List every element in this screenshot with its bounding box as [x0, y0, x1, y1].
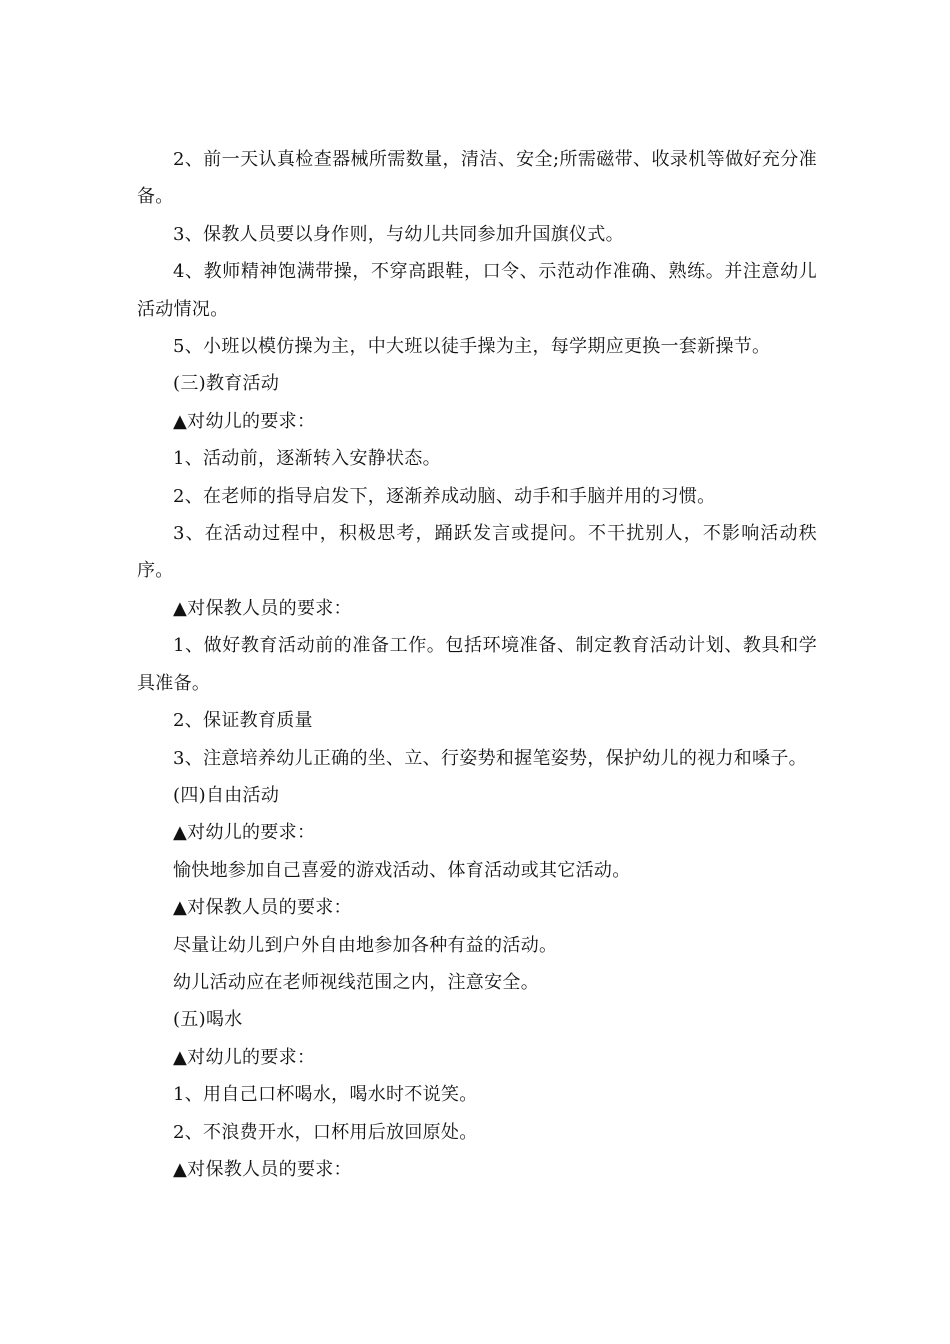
requirement-heading: ▲对幼儿的要求： — [173, 410, 316, 432]
requirement-heading: ▲对幼儿的要求： — [173, 822, 316, 844]
paragraph: 2、前一天认真检查器械所需数量，清洁、安全;所需磁带、收录机等做好充分准备。 — [137, 149, 817, 208]
requirement-heading: ▲对保教人员的要求： — [173, 597, 352, 619]
paragraph: 3、保教人员要以身作则，与幼儿共同参加升国旗仪式。 — [173, 223, 624, 245]
paragraph: 4、教师精神饱满带操，不穿高跟鞋，口令、示范动作准确、熟练。并注意幼儿活动情况。 — [137, 261, 817, 320]
paragraph: 1、做好教育活动前的准备工作。包括环境准备、制定教育活动计划、教具和学具准备。 — [137, 635, 817, 694]
requirement-heading: ▲对保教人员的要求： — [173, 1158, 352, 1180]
paragraph: 2、不浪费开水，口杯用后放回原处。 — [173, 1121, 478, 1143]
paragraph: 2、保证教育质量 — [173, 710, 313, 732]
paragraph: 幼儿活动应在老师视线范围之内，注意安全。 — [173, 971, 539, 993]
paragraph: 3、在活动过程中，积极思考，踊跃发言或提问。不干扰别人，不影响活动秩序。 — [137, 523, 817, 582]
paragraph: 3、注意培养幼儿正确的坐、立、行姿势和握笔姿势，保护幼儿的视力和嗓子。 — [173, 747, 807, 769]
document-body — [137, 141, 817, 1188]
paragraph: 2、在老师的指导启发下，逐渐养成动脑、动手和手脑并用的习惯。 — [173, 485, 716, 507]
requirement-heading: ▲对保教人员的要求： — [173, 897, 352, 919]
paragraph: 1、用自己口杯喝水，喝水时不说笑。 — [173, 1084, 478, 1106]
paragraph: 愉快地参加自己喜爱的游戏活动、体育活动或其它活动。 — [173, 859, 631, 881]
section-heading: (四)自由活动 — [173, 784, 280, 806]
paragraph: 5、小班以模仿操为主，中大班以徒手操为主，每学期应更换一套新操节。 — [173, 336, 771, 358]
paragraph: 尽量让幼儿到户外自由地参加各种有益的活动。 — [173, 934, 558, 956]
section-heading: (三)教育活动 — [173, 373, 280, 395]
section-heading: (五)喝水 — [173, 1009, 243, 1031]
requirement-heading: ▲对幼儿的要求： — [173, 1046, 316, 1068]
paragraph: 1、活动前，逐渐转入安静状态。 — [173, 448, 441, 470]
